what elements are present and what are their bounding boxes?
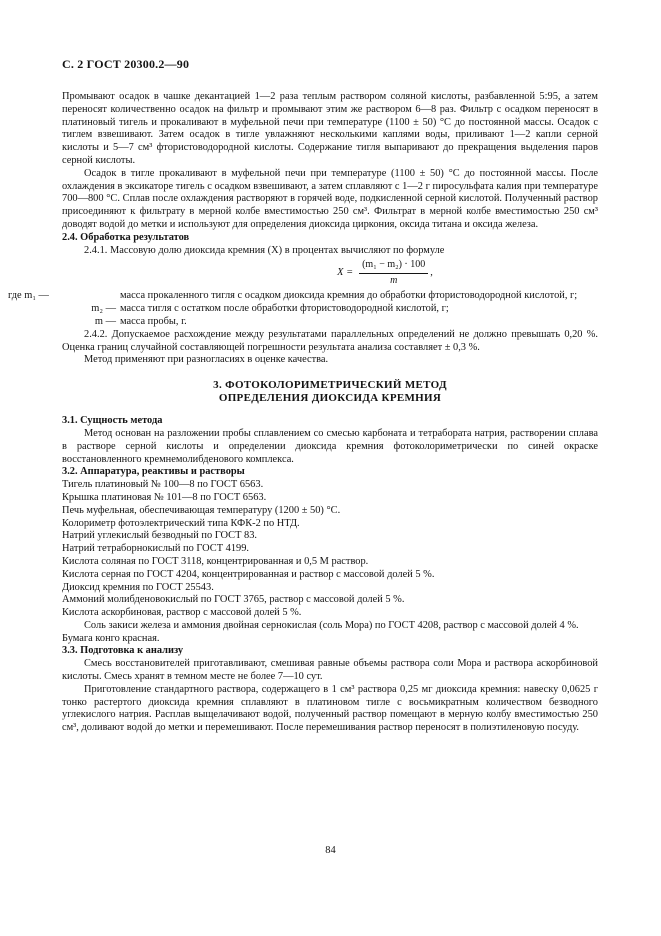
where-term: m — [94,315,116,327]
formula-silica-fraction [172,260,598,286]
page-header: С. 2 ГОСТ 20300.2—90 [62,57,190,71]
where-definition: масса прокаленного тигля с осадком диоксида кремния до обработки фтористоводородной кислотой, г; [120,290,578,302]
paragraph-3-3-standard: Приготовление стандартного раствора, содержащего в 1 см³ раствора 0,25 мг диоксида кремния: навеску 0,0625 г тонко растертого диоксида кремния сплавляют в платиновом тигле с восьмикратным количеством безводного углекислого натрия. Расплав выщелачивают водой, полученный раствор помещают в мерную колбу вместимостью 250 см³, доливают водой до метки и перемешивают. После перемешивания раствор переносят в полиэтиленовую посуду. [62,683,598,734]
list-item: Крышка платиновая № 101—8 по ГОСТ 6563. [62,491,267,503]
where-row [62,303,598,316]
list-item: Печь муфельная, обеспечивающая температуру (1200 ± 50) °С. [62,504,341,516]
paragraph-2-4-2: 2.4.2. Допускаемое расхождение между результатами параллельных определений не должно превышать 0,20 %. Оценка границ случайной составляющей погрешности результата анализа составляет ± 0,3 %. [62,328,598,353]
heading-3-2: 3.2. Аппаратура, реактивы и растворы [62,466,245,478]
list-item: Кислота серная по ГОСТ 4204, концентрированная и раствор с массовой долей 5 %. [62,568,435,580]
formula-lhs: X = [337,266,354,278]
paragraph-washing: Промывают осадок в чашке декантацией 1—2 раза теплым раствором соляной кислоты, разбавленной 5:95, а затем переносят количественно осадок на фильтр и промывают этим же раствором 6—8 раз. Фильтр с осадком переносят в платиновый тигель и прокаливают в муфельной печи при температуре (1100 ± 50) °С до постоянной массы. Осадок с тиглем взвешивают. Затем осадок в тигле увлажняют несколькими каплями воды, приливают 1—2 капли серной кислоты и 5—7 см³ фтористоводородной кислоты. Содержание тигля выпаривают до прекращения выделения паров серной кислоты. [62,91,598,166]
where-definition: масса тигля с остатком после обработки фтористоводородной кислотой, г; [120,303,449,315]
list-item: Тигель платиновый № 100—8 по ГОСТ 6563. [62,479,264,491]
document-body [8,91,598,735]
paragraph-mohr-salt: Соль закиси железа и аммония двойная сернокислая (соль Мора) по ГОСТ 4208, раствор с массовой долей 4 %. [84,619,579,631]
paragraph-3-1: Метод основан на разложении пробы сплавлением со смесью карбоната и тетрабората натрия, растворении сплава в растворе серной кислоты и определении диоксида кремния фотоколориметрически по синей окраске восстановленного кремнемолибденового комплекса. [62,427,598,465]
paragraph-2-4-1: 2.4.1. Массовую долю диоксида кремния (X) в процентах вычисляют по формуле [84,244,445,256]
paragraph-method-use: Метод применяют при разногласиях в оценке качества. [84,354,329,366]
heading-2-4: 2.4. Обработка результатов [62,231,190,243]
list-item: Бумага конго красная. [62,632,160,644]
list-item: Натрий тетраборнокислый по ГОСТ 4199. [62,543,250,555]
section-3-title-line1: 3. ФОТОКОЛОРИМЕТРИЧЕСКИЙ МЕТОД [213,379,447,392]
formula-fraction [359,259,428,288]
where-term: m₂ — [91,303,116,315]
formula-tail: , [430,266,433,278]
where-term: где m₁ — [8,290,49,302]
paragraph-3-3-reducers: Смесь восстановителей приготавливают, смешивая равные объемы раствора соли Мора и раствора аскорбиновой кислоты. Смесь хранят в темном месте не более 7—10 сут. [62,658,598,683]
section-3-title [62,379,598,405]
list-item: Кислота соляная по ГОСТ 3118, концентрированная и 0,5 М раствор. [62,555,369,567]
formula-denominator: m [390,274,398,286]
list-item: Аммоний молибденовокислый по ГОСТ 3765, раствор с массовой долей 5 %. [62,594,405,606]
formula-numerator: (m₁ − m₂) · 100 [359,259,428,274]
list-item: Диоксид кремния по ГОСТ 25543. [62,581,214,593]
where-row [0,290,598,303]
paragraph-calcination: Осадок в тигле прокаливают в муфельной печи при температуре (1100 ± 50) °С до постоянной массы. После охлаждения в эксикаторе тигель с осадком взвешивают, а затем сплавляют с 1—2 г пиросульфата калия при температуре 700—800 °С. Сплав после охлаждения растворяют в горячей воде, подкисленной серной кислотой. Полученный раствор присоединяют к фильтрату в мерной колбе вместимостью 250 см³. Фильтрат в мерной колбе вместимостью 250 см³ доводят водой до метки и используют для определения диоксида циркония, оксида титана и оксида железа. [62,167,598,230]
where-row [62,316,598,329]
list-item: Кислота аскорбиновая, раствор с массовой долей 5 %. [62,607,302,619]
list-item: Колориметр фотоэлектрический типа КФК-2 по НТД. [62,517,300,529]
heading-3-3: 3.3. Подготовка к анализу [62,645,184,657]
section-3-title-line2: ОПРЕДЕЛЕНИЯ ДИОКСИДА КРЕМНИЯ [218,392,442,405]
page-number: 84 [325,845,336,856]
list-item: Натрий углекислый безводный по ГОСТ 83. [62,530,258,542]
where-definition: масса пробы, г. [120,315,187,327]
heading-3-1: 3.1. Сущность метода [62,415,163,427]
